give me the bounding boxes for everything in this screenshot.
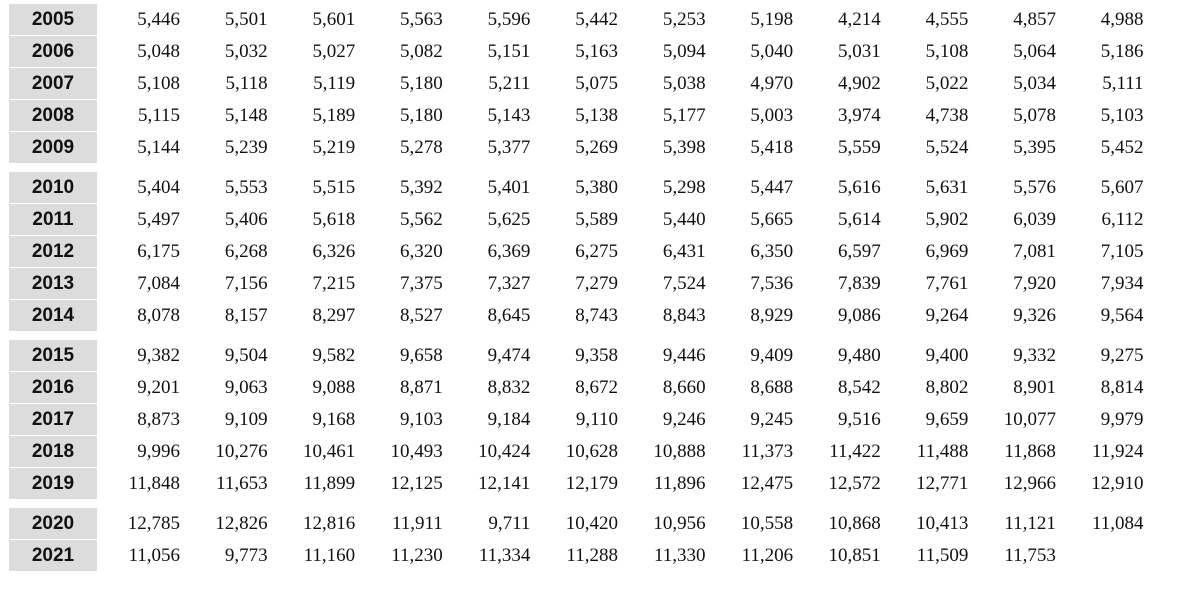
row-values <box>97 132 1144 164</box>
table-cell: 5,618 <box>312 209 356 230</box>
table-cell: 12,475 <box>740 473 794 494</box>
table-cell: 5,151 <box>487 41 531 62</box>
table-cell: 11,084 <box>1091 513 1144 534</box>
table-cell: 9,275 <box>1100 345 1144 366</box>
table-cell: 8,660 <box>662 377 706 398</box>
row-values <box>97 404 1144 436</box>
table-cell: 5,524 <box>925 137 969 158</box>
row-year-label: 2008 <box>9 100 97 132</box>
table-cell: 11,334 <box>478 545 531 566</box>
table-cell: 9,658 <box>400 345 443 366</box>
row-year-label: 2007 <box>9 68 97 100</box>
table-cell: 8,542 <box>838 377 881 398</box>
table-cell: 5,115 <box>137 105 180 126</box>
row-group <box>9 4 1144 164</box>
table-cell: 4,555 <box>925 9 969 30</box>
row-year-label: 2020 <box>9 508 97 540</box>
row-year-label: 2013 <box>9 268 97 300</box>
table-cell: 5,148 <box>224 105 268 126</box>
table-cell: 5,163 <box>575 41 618 62</box>
table-cell: 5,562 <box>400 209 443 230</box>
table-cell: 9,103 <box>400 409 443 430</box>
table-cell: 5,186 <box>1100 41 1144 62</box>
table-cell: 8,645 <box>487 305 531 326</box>
table-cell: 9,110 <box>575 409 618 430</box>
row-year-label: 2015 <box>9 340 97 372</box>
table-cell: 5,406 <box>224 209 268 230</box>
table-cell: 6,039 <box>1013 209 1056 230</box>
table-cell: 9,086 <box>838 305 881 326</box>
table-cell: 10,493 <box>390 441 443 462</box>
table-cell: 11,373 <box>741 441 794 462</box>
table-cell: 9,504 <box>224 345 268 366</box>
table-cell: 5,038 <box>662 73 706 94</box>
table-cell: 12,785 <box>127 513 180 534</box>
table-cell: 7,081 <box>1013 241 1056 262</box>
table-cell: 5,902 <box>925 209 969 230</box>
table-cell: 5,418 <box>750 137 794 158</box>
table-cell: 11,509 <box>916 545 969 566</box>
row-year-label: 2019 <box>9 468 97 500</box>
row-group <box>9 508 1144 572</box>
table-cell: 5,380 <box>575 177 618 198</box>
table-cell: 5,108 <box>137 73 180 94</box>
table-cell: 5,440 <box>662 209 706 230</box>
table-cell: 4,214 <box>838 9 881 30</box>
row-values <box>97 204 1144 236</box>
table-cell: 7,327 <box>487 273 531 294</box>
table-cell: 12,141 <box>478 473 531 494</box>
table-cell: 5,078 <box>1013 105 1056 126</box>
table-cell: 5,034 <box>1013 73 1056 94</box>
table-cell: 7,084 <box>137 273 180 294</box>
table-cell: 9,400 <box>925 345 969 366</box>
table-cell: 8,688 <box>750 377 794 398</box>
table-cell: 5,559 <box>838 137 881 158</box>
table-row <box>9 36 1144 68</box>
table-cell: 5,563 <box>400 9 443 30</box>
table-cell: 11,160 <box>303 545 356 566</box>
table-cell: 5,392 <box>400 177 443 198</box>
table-cell: 9,168 <box>312 409 356 430</box>
row-year-label: 2006 <box>9 36 97 68</box>
row-year-label: 2016 <box>9 372 97 404</box>
table-cell: 11,896 <box>654 473 706 494</box>
table-cell: 5,589 <box>575 209 618 230</box>
table-cell: 11,230 <box>391 545 443 566</box>
table-cell: 6,969 <box>925 241 969 262</box>
table-cell: 5,143 <box>487 105 531 126</box>
row-year-label: 2014 <box>9 300 97 332</box>
table-cell: 7,839 <box>838 273 881 294</box>
table-cell: 9,184 <box>487 409 531 430</box>
table-cell: 9,245 <box>750 409 794 430</box>
table-cell: 11,868 <box>1004 441 1056 462</box>
table-cell: 10,628 <box>565 441 618 462</box>
table-cell: 8,078 <box>137 305 180 326</box>
table-cell: 5,211 <box>488 73 531 94</box>
table-cell: 5,177 <box>662 105 706 126</box>
table-cell: 8,802 <box>925 377 969 398</box>
table-cell: 6,275 <box>575 241 618 262</box>
row-year-label: 2018 <box>9 436 97 468</box>
table-cell: 12,966 <box>1003 473 1056 494</box>
table-cell: 9,088 <box>312 377 356 398</box>
row-year-label: 2017 <box>9 404 97 436</box>
table-cell: 5,404 <box>137 177 180 198</box>
row-year-label: 2011 <box>9 204 97 236</box>
table-cell: 9,564 <box>1100 305 1144 326</box>
table-cell: 12,826 <box>215 513 268 534</box>
table-cell: 9,358 <box>575 345 618 366</box>
table-cell: 8,672 <box>575 377 618 398</box>
table-cell: 9,246 <box>662 409 706 430</box>
table-cell: 5,446 <box>137 9 180 30</box>
table-cell: 5,180 <box>400 105 443 126</box>
table-cell: 9,326 <box>1013 305 1056 326</box>
table-row <box>9 508 1144 540</box>
table-cell: 9,711 <box>488 513 531 534</box>
table-cell: 5,501 <box>224 9 268 30</box>
table-cell: 12,816 <box>302 513 356 534</box>
table-cell: 5,022 <box>925 73 969 94</box>
row-year-label: 2021 <box>9 540 97 572</box>
table-cell: 5,607 <box>1100 177 1144 198</box>
table-cell: 5,442 <box>575 9 618 30</box>
table-cell: 5,625 <box>487 209 531 230</box>
table-row <box>9 540 1144 572</box>
table-cell: 6,320 <box>400 241 443 262</box>
table-cell: 9,409 <box>750 345 794 366</box>
table-cell: 5,103 <box>1100 105 1144 126</box>
table-cell: 10,868 <box>828 513 881 534</box>
table-cell: 7,524 <box>662 273 706 294</box>
table-cell: 10,888 <box>653 441 706 462</box>
table-cell: 5,094 <box>662 41 706 62</box>
table-cell: 9,516 <box>838 409 881 430</box>
table-cell: 6,431 <box>662 241 706 262</box>
table-cell: 12,125 <box>390 473 443 494</box>
table-cell: 6,268 <box>224 241 268 262</box>
row-values <box>97 100 1144 132</box>
table-cell: 3,974 <box>838 105 881 126</box>
table-cell: 11,206 <box>741 545 794 566</box>
table-cell: 4,970 <box>750 73 794 94</box>
table-cell: 9,446 <box>662 345 706 366</box>
row-values <box>97 36 1144 68</box>
table-cell: 8,901 <box>1013 377 1056 398</box>
table-cell: 5,401 <box>487 177 531 198</box>
row-values <box>97 540 1144 572</box>
table-cell: 9,582 <box>312 345 356 366</box>
table-cell: 8,814 <box>1100 377 1144 398</box>
table-cell: 5,064 <box>1013 41 1056 62</box>
table-cell: 8,929 <box>750 305 794 326</box>
row-values <box>97 436 1144 468</box>
table-cell: 5,398 <box>662 137 706 158</box>
table-cell: 10,851 <box>828 545 881 566</box>
table-cell: 9,201 <box>137 377 180 398</box>
table-cell: 6,350 <box>750 241 794 262</box>
table-cell: 4,902 <box>838 73 881 94</box>
table-cell: 10,558 <box>740 513 794 534</box>
table-cell: 8,297 <box>312 305 356 326</box>
table-cell: 5,298 <box>662 177 706 198</box>
table-cell: 11,753 <box>1004 545 1056 566</box>
table-cell: 5,032 <box>224 41 268 62</box>
row-values <box>97 508 1144 540</box>
table-cell: 5,144 <box>137 137 180 158</box>
table-cell: 12,179 <box>565 473 618 494</box>
table-cell: 7,105 <box>1100 241 1144 262</box>
row-values <box>97 468 1144 500</box>
table-cell: 5,278 <box>400 137 443 158</box>
table-cell: 8,843 <box>662 305 706 326</box>
table-cell: 5,239 <box>224 137 268 158</box>
table-cell: 9,332 <box>1013 345 1056 366</box>
table-cell: 4,738 <box>925 105 969 126</box>
table-cell: 5,048 <box>137 41 180 62</box>
row-group <box>9 172 1144 332</box>
table-cell: 8,157 <box>224 305 268 326</box>
table-cell: 11,653 <box>216 473 268 494</box>
table-cell: 5,596 <box>487 9 531 30</box>
row-year-label: 2005 <box>9 4 97 36</box>
table-cell: 7,761 <box>925 273 969 294</box>
table-cell: 5,576 <box>1013 177 1056 198</box>
table-cell: 6,112 <box>1101 209 1144 230</box>
table-cell: 9,773 <box>224 545 268 566</box>
table-cell: 5,553 <box>224 177 268 198</box>
table-cell: 12,910 <box>1091 473 1144 494</box>
table-cell: 8,527 <box>400 305 443 326</box>
table-cell: 11,330 <box>654 545 706 566</box>
table-cell: 5,082 <box>400 41 443 62</box>
table-cell: 10,956 <box>653 513 706 534</box>
table-cell: 9,264 <box>925 305 969 326</box>
table-cell: 5,377 <box>487 137 531 158</box>
table-cell: 6,326 <box>312 241 356 262</box>
row-values <box>97 300 1144 332</box>
table-cell: 5,119 <box>313 73 356 94</box>
table-cell: 12,572 <box>828 473 881 494</box>
row-year-label: 2009 <box>9 132 97 164</box>
table-cell: 5,108 <box>925 41 969 62</box>
table-row <box>9 132 1144 164</box>
table-cell: 9,996 <box>137 441 180 462</box>
table-cell: 4,988 <box>1100 9 1144 30</box>
table-cell: 5,497 <box>137 209 180 230</box>
table-cell: 10,413 <box>916 513 969 534</box>
table-cell: 9,382 <box>137 345 180 366</box>
table-cell: 5,040 <box>750 41 794 62</box>
table-row <box>9 68 1144 100</box>
table-cell: 5,447 <box>750 177 794 198</box>
table-cell: 7,536 <box>750 273 794 294</box>
row-group <box>9 340 1144 500</box>
table-cell: 11,422 <box>829 441 881 462</box>
table-cell: 9,474 <box>487 345 531 366</box>
table-cell: 5,031 <box>838 41 881 62</box>
table-cell: 10,420 <box>565 513 618 534</box>
table-cell: 7,920 <box>1013 273 1056 294</box>
table-row <box>9 340 1144 372</box>
table-cell: 10,276 <box>215 441 268 462</box>
table-cell: 5,189 <box>312 105 356 126</box>
table-cell: 5,027 <box>312 41 356 62</box>
table-cell: 6,369 <box>487 241 531 262</box>
table-row <box>9 172 1144 204</box>
table-row <box>9 236 1144 268</box>
table-row <box>9 300 1144 332</box>
row-values <box>97 372 1144 404</box>
row-values <box>97 236 1144 268</box>
table-cell: 4,857 <box>1013 9 1056 30</box>
table-cell: 11,848 <box>128 473 180 494</box>
table-cell: 9,063 <box>224 377 268 398</box>
table-cell: 11,288 <box>566 545 618 566</box>
table-cell: 5,395 <box>1013 137 1056 158</box>
table-cell: 5,198 <box>750 9 794 30</box>
table-cell: 8,743 <box>575 305 618 326</box>
table-cell: 11,121 <box>1004 513 1056 534</box>
row-values <box>97 172 1144 204</box>
table-cell: 5,631 <box>925 177 969 198</box>
table-cell: 7,375 <box>400 273 443 294</box>
table-cell: 5,219 <box>312 137 356 158</box>
table-cell: 5,138 <box>575 105 618 126</box>
table-cell: 5,452 <box>1100 137 1144 158</box>
table-cell: 11,911 <box>391 513 443 534</box>
table-cell: 5,614 <box>838 209 881 230</box>
table-row <box>9 100 1144 132</box>
table-row <box>9 404 1144 436</box>
table-cell: 10,461 <box>302 441 356 462</box>
table-cell: 7,215 <box>312 273 356 294</box>
table-cell: 7,156 <box>224 273 268 294</box>
table-cell: 10,077 <box>1003 409 1056 430</box>
table-cell: 10,424 <box>478 441 531 462</box>
table-cell: 9,480 <box>838 345 881 366</box>
table-cell: 9,109 <box>224 409 268 430</box>
table-cell: 5,665 <box>750 209 794 230</box>
table-cell: 7,279 <box>575 273 618 294</box>
table-row <box>9 436 1144 468</box>
table-cell: 11,056 <box>128 545 180 566</box>
table-cell: 11,924 <box>1091 441 1144 462</box>
table-cell: 8,871 <box>400 377 443 398</box>
row-year-label: 2010 <box>9 172 97 204</box>
table-row <box>9 468 1144 500</box>
table-cell: 5,515 <box>312 177 356 198</box>
table-cell: 5,180 <box>400 73 443 94</box>
table-row <box>9 4 1144 36</box>
table-cell: 9,659 <box>925 409 969 430</box>
table-cell: 5,003 <box>750 105 794 126</box>
row-values <box>97 4 1144 36</box>
table-cell: 5,616 <box>838 177 881 198</box>
table-cell: 6,175 <box>137 241 180 262</box>
table-cell: 11,899 <box>303 473 356 494</box>
table-cell: 6,597 <box>838 241 881 262</box>
table-cell: 5,601 <box>312 9 356 30</box>
table-cell: 8,832 <box>487 377 531 398</box>
table-cell: 8,873 <box>137 409 180 430</box>
row-values <box>97 68 1144 100</box>
table-cell: 5,118 <box>225 73 268 94</box>
table-cell: 12,771 <box>916 473 969 494</box>
table-row <box>9 372 1144 404</box>
table-cell: 7,934 <box>1100 273 1144 294</box>
table-row <box>9 268 1144 300</box>
row-year-label: 2012 <box>9 236 97 268</box>
row-values <box>97 268 1144 300</box>
data-table <box>9 4 1144 580</box>
table-cell: 5,269 <box>575 137 618 158</box>
row-values <box>97 340 1144 372</box>
table-cell: 5,111 <box>1102 73 1144 94</box>
table-cell: 11,488 <box>916 441 969 462</box>
table-cell: 5,075 <box>575 73 618 94</box>
table-cell: 9,979 <box>1100 409 1144 430</box>
table-cell: 5,253 <box>662 9 706 30</box>
table-row <box>9 204 1144 236</box>
